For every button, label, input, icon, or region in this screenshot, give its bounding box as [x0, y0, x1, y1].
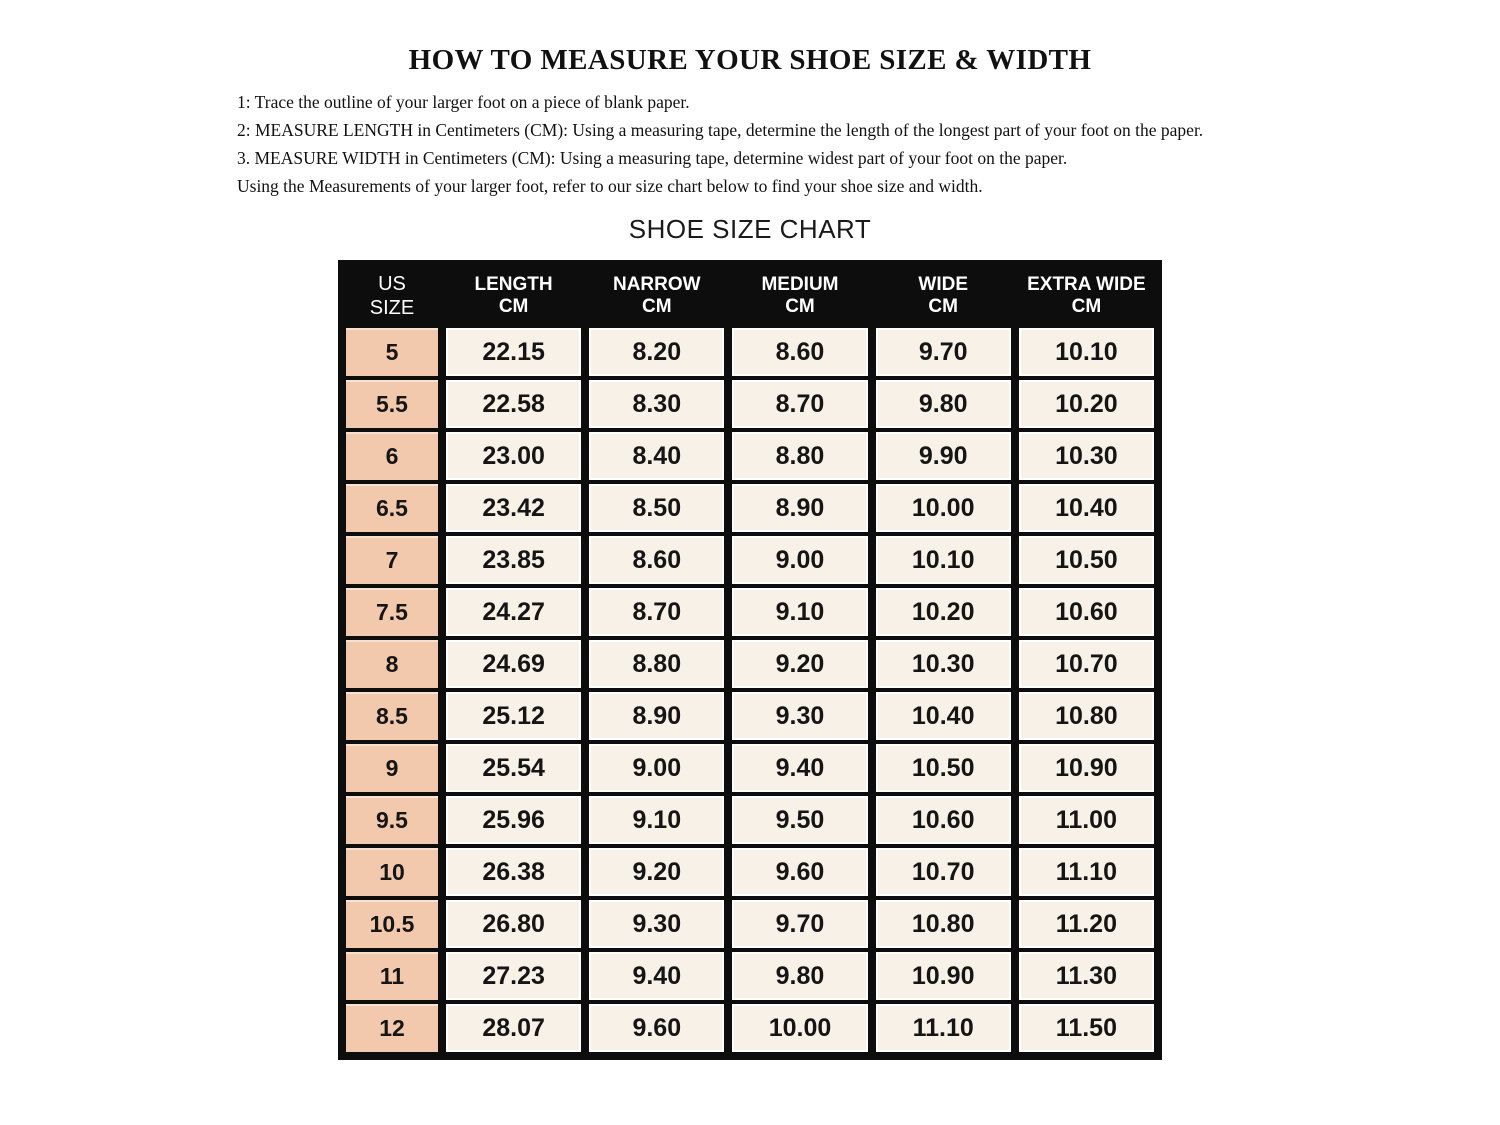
- chart-title: SHOE SIZE CHART: [628, 214, 872, 245]
- medium-cell: 8.70: [732, 380, 867, 428]
- table-row: [346, 744, 1154, 792]
- medium-cell: 9.00: [732, 536, 867, 584]
- table-row: [346, 432, 1154, 480]
- length-cell: 24.69: [446, 640, 581, 688]
- header-length-line2: CM: [498, 296, 529, 318]
- medium-cell: 9.60: [732, 848, 867, 896]
- instruction-step-3: 3. MEASURE WIDTH in Centimeters (CM): Using a measuring tape, determine widest part of your foot on the paper.: [237, 148, 1068, 169]
- header-cell-us-size: [346, 268, 438, 324]
- length-cell: 25.96: [446, 796, 581, 844]
- extra-wide-cell: 10.50: [1019, 536, 1154, 584]
- medium-cell: 8.90: [732, 484, 867, 532]
- wide-cell: 10.80: [876, 900, 1011, 948]
- narrow-cell: 9.00: [589, 744, 724, 792]
- wide-cell: 10.60: [876, 796, 1011, 844]
- header-length-line1: LENGTH: [474, 273, 553, 295]
- us-size-cell: 12: [346, 1004, 438, 1052]
- table-row: [346, 484, 1154, 532]
- size-chart-body: [346, 328, 1154, 1052]
- medium-cell: 9.50: [732, 796, 867, 844]
- extra-wide-cell: 10.20: [1019, 380, 1154, 428]
- narrow-cell: 8.50: [589, 484, 724, 532]
- narrow-cell: 8.90: [589, 692, 724, 740]
- header-wide-line1: WIDE: [918, 273, 968, 295]
- extra-wide-cell: 11.10: [1019, 848, 1154, 896]
- narrow-cell: 9.20: [589, 848, 724, 896]
- length-cell: 23.42: [446, 484, 581, 532]
- table-row: [346, 848, 1154, 896]
- us-size-cell: 10.5: [346, 900, 438, 948]
- extra-wide-cell: 11.20: [1019, 900, 1154, 948]
- length-cell: 23.85: [446, 536, 581, 584]
- length-cell: 26.80: [446, 900, 581, 948]
- narrow-cell: 8.20: [589, 328, 724, 376]
- us-size-cell: 6: [346, 432, 438, 480]
- length-cell: 22.15: [446, 328, 581, 376]
- header-medium-line1: MEDIUM: [761, 273, 839, 295]
- medium-cell: 9.10: [732, 588, 867, 636]
- extra-wide-cell: 11.50: [1019, 1004, 1154, 1052]
- header-cell-medium: [732, 268, 867, 324]
- table-row: [346, 952, 1154, 1000]
- wide-cell: 10.10: [876, 536, 1011, 584]
- extra-wide-cell: 10.70: [1019, 640, 1154, 688]
- wide-cell: 10.90: [876, 952, 1011, 1000]
- table-row: [346, 796, 1154, 844]
- header-cell-wide: [876, 268, 1011, 324]
- narrow-cell: 9.30: [589, 900, 724, 948]
- table-row: [346, 380, 1154, 428]
- extra-wide-cell: 10.30: [1019, 432, 1154, 480]
- us-size-cell: 9.5: [346, 796, 438, 844]
- extra-wide-cell: 10.80: [1019, 692, 1154, 740]
- us-size-cell: 6.5: [346, 484, 438, 532]
- table-row: [346, 640, 1154, 688]
- length-cell: 23.00: [446, 432, 581, 480]
- us-size-cell: 11: [346, 952, 438, 1000]
- medium-cell: 10.00: [732, 1004, 867, 1052]
- header-narrow-line1: NARROW: [612, 273, 701, 295]
- extra-wide-cell: 10.90: [1019, 744, 1154, 792]
- table-row: [346, 328, 1154, 376]
- table-row: [346, 536, 1154, 584]
- us-size-cell: 5: [346, 328, 438, 376]
- wide-cell: 10.40: [876, 692, 1011, 740]
- length-cell: 27.23: [446, 952, 581, 1000]
- table-row: [346, 900, 1154, 948]
- wide-cell: 11.10: [876, 1004, 1011, 1052]
- extra-wide-cell: 10.60: [1019, 588, 1154, 636]
- medium-cell: 9.20: [732, 640, 867, 688]
- narrow-cell: 9.60: [589, 1004, 724, 1052]
- narrow-cell: 8.40: [589, 432, 724, 480]
- header-narrow-line2: CM: [642, 296, 672, 318]
- medium-cell: 9.80: [732, 952, 867, 1000]
- medium-cell: 8.80: [732, 432, 867, 480]
- table-header-row: [346, 268, 1154, 324]
- narrow-cell: 9.40: [589, 952, 724, 1000]
- wide-cell: 10.20: [876, 588, 1011, 636]
- header-extra-wide-line1: EXTRA WIDE: [1027, 273, 1146, 295]
- header-cell-extra-wide: [1019, 268, 1154, 324]
- page-title: HOW TO MEASURE YOUR SHOE SIZE & WIDTH: [408, 44, 1092, 76]
- header-extra-wide-line2: CM: [1071, 296, 1102, 318]
- wide-cell: 10.30: [876, 640, 1011, 688]
- extra-wide-cell: 11.00: [1019, 796, 1154, 844]
- us-size-cell: 8.5: [346, 692, 438, 740]
- instructions: [237, 90, 1222, 198]
- narrow-cell: 8.30: [589, 380, 724, 428]
- table-row: [346, 1004, 1154, 1052]
- length-cell: 24.27: [446, 588, 581, 636]
- us-size-cell: 8: [346, 640, 438, 688]
- wide-cell: 9.70: [876, 328, 1011, 376]
- wide-cell: 9.80: [876, 380, 1011, 428]
- extra-wide-cell: 11.30: [1019, 952, 1154, 1000]
- wide-cell: 10.50: [876, 744, 1011, 792]
- instruction-step-1: 1: Trace the outline of your larger foot on a piece of blank paper.: [237, 92, 690, 113]
- narrow-cell: 9.10: [589, 796, 724, 844]
- us-size-cell: 9: [346, 744, 438, 792]
- header-cell-narrow: [589, 268, 724, 324]
- us-size-cell: 7: [346, 536, 438, 584]
- narrow-cell: 8.60: [589, 536, 724, 584]
- header-medium-line2: CM: [785, 296, 815, 318]
- us-size-cell: 7.5: [346, 588, 438, 636]
- medium-cell: 9.70: [732, 900, 867, 948]
- length-cell: 26.38: [446, 848, 581, 896]
- instruction-step-2: 2: MEASURE LENGTH in Centimeters (CM): Using a measuring tape, determine the length of the longest part of your foot on the paper.: [237, 120, 1204, 141]
- wide-cell: 10.70: [876, 848, 1011, 896]
- header-us-size-line1: US: [378, 273, 406, 296]
- length-cell: 25.12: [446, 692, 581, 740]
- medium-cell: 9.40: [732, 744, 867, 792]
- narrow-cell: 8.70: [589, 588, 724, 636]
- length-cell: 28.07: [446, 1004, 581, 1052]
- us-size-cell: 10: [346, 848, 438, 896]
- narrow-cell: 8.80: [589, 640, 724, 688]
- header-us-size-line2: SIZE: [369, 297, 415, 320]
- table-row: [346, 588, 1154, 636]
- medium-cell: 9.30: [732, 692, 867, 740]
- shoe-size-table: [338, 260, 1162, 1060]
- medium-cell: 8.60: [732, 328, 867, 376]
- extra-wide-cell: 10.10: [1019, 328, 1154, 376]
- header-cell-length: [446, 268, 581, 324]
- extra-wide-cell: 10.40: [1019, 484, 1154, 532]
- length-cell: 25.54: [446, 744, 581, 792]
- length-cell: 22.58: [446, 380, 581, 428]
- table-row: [346, 692, 1154, 740]
- instruction-note: Using the Measurements of your larger foot, refer to our size chart below to find your shoe size and width.: [237, 176, 983, 197]
- header-wide-line2: CM: [928, 296, 958, 318]
- wide-cell: 9.90: [876, 432, 1011, 480]
- wide-cell: 10.00: [876, 484, 1011, 532]
- us-size-cell: 5.5: [346, 380, 438, 428]
